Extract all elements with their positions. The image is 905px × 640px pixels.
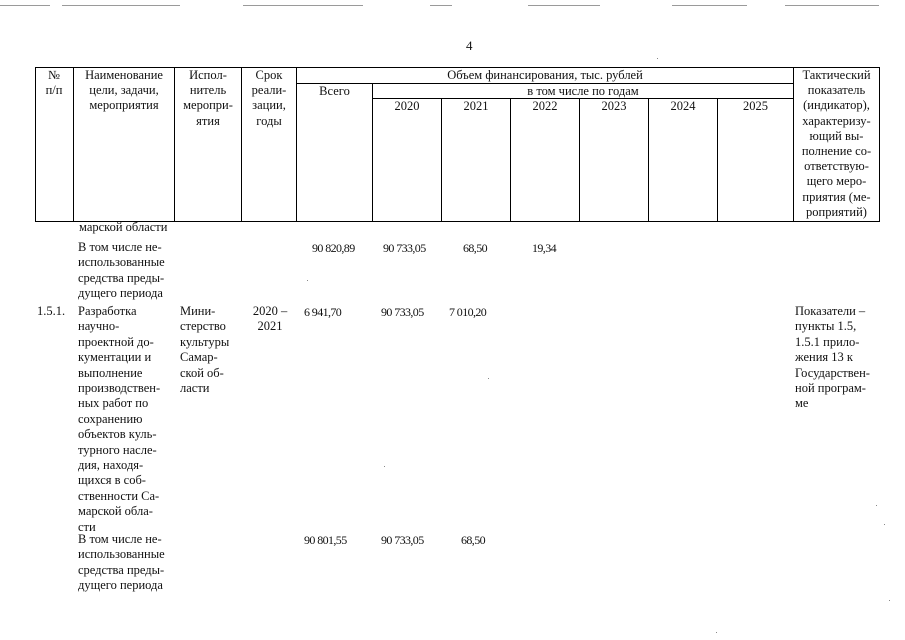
row-term: 2020 – 2021 [252,304,288,334]
header-year-2023: 2023 [601,99,627,113]
scan-speck [307,280,308,281]
row-2021: 68,50 [461,533,486,547]
header-no: № п/п [45,68,63,98]
header-indicator: Тактический показатель (индикатор), характеризу- ющий вы- полнение со- ответствую- щего меро- приятия (ме- роприятий) [801,68,872,219]
scan-speck [488,378,489,379]
row-2020: 90 733,05 [383,241,426,255]
scan-line [0,5,50,6]
row-2021: 7 010,20 [449,305,487,319]
scan-speck [876,505,877,506]
scan-speck [889,600,890,601]
row-total: 90 820,89 [312,241,355,255]
row-total: 90 801,55 [304,533,347,547]
row-name: В том числе не- использованные средства преды- дущего периода [78,532,165,593]
table-header [35,67,880,222]
row-executor: Мини- стерство культуры Самар- ской об- ласти [180,304,230,396]
scan-line [62,5,180,6]
scan-line [430,5,452,6]
header-year-2020: 2020 [394,99,420,113]
row-indicator: Показатели – пункты 1.5, 1.5.1 прило- жения 13 к Государствен- ной програм- ме [795,304,870,411]
row-2021: 68,50 [463,241,488,255]
header-total: Всего [319,84,350,98]
header-year-2021: 2021 [463,99,489,113]
header-name: Наименование цели, задачи, мероприятия [85,68,163,113]
scan-speck [384,466,385,467]
row-number: 1.5.1. [37,304,66,318]
scan-speck [884,524,885,525]
scan-line [528,5,600,6]
header-year-2025: 2025 [743,99,768,113]
scan-line [672,5,747,6]
header-executor: Испол- нитель меропри- ятия [183,68,233,128]
continuation-text: марской области [79,220,168,234]
header-year-2022: 2022 [532,99,558,113]
header-term: Срок реали- зации, годы [251,68,287,128]
row-total: 6 941,70 [304,305,342,319]
scan-speck [716,632,717,633]
scan-line [785,5,879,6]
row-name: В том числе не- использованные средства преды- дущего периода [78,240,165,301]
page-number: 4 [466,38,473,53]
header-funding: Объем финансирования, тыс. рублей [447,68,643,82]
scan-speck [657,58,658,59]
row-name: Разработка научно- проектной до- кументации и выполнение производствен- ных работ по сохранению объектов куль- турного насле- дия, находя- щихся в соб- ственности Са- марской обла- сти [78,304,161,534]
row-2020: 90 733,05 [381,533,424,547]
header-by-years: в том числе по годам [527,84,639,98]
scan-line [243,5,363,6]
row-2022: 19,34 [532,241,557,255]
row-2020: 90 733,05 [381,305,424,319]
header-year-2024: 2024 [670,99,696,113]
